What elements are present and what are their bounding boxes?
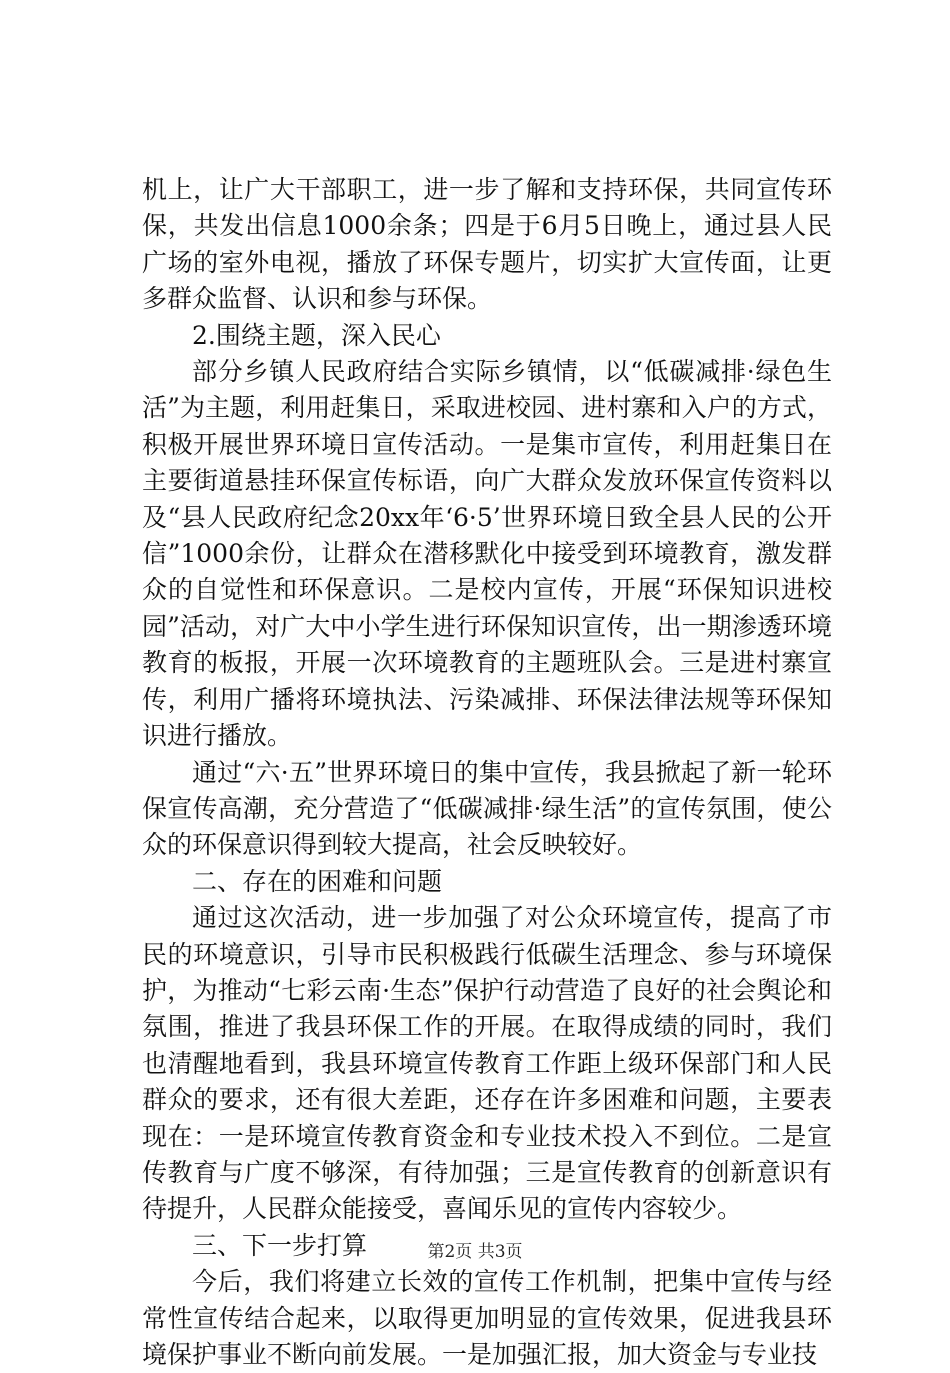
paragraph-continuation: 机上，让广大干部职工，进一步了解和支持环保，共同宣传环保，共发出信息1000余条；四是于6月5日晚上，通过县人民广场的室外电视，播放了环保专题片，切实扩大宣传面，让更多群众监督、认识和参与环保。	[142, 175, 832, 314]
paragraph-problems: 通过这次活动，进一步加强了对公众环境宣传，提高了市民的环境意识，引导市民积极践行低碳生活理念、参与环境保护，为推动“七彩云南·生态”保护行动营造了良好的社会舆论和氛围，推进了我县环保工作的开展。在取得成绩的同时，我们也清醒地看到，我县环境宣传教育工作距上级环保部门和人民群众的要求，还有很大差距，还存在许多困难和问题，主要表现在：一是环境宣传教育资金和专业技术投入不到位。二是宣传教育与广度不够深，有待加强；三是宣传教育的创新意识有待提升，人民群众能接受，喜闻乐见的宣传内容较少。	[142, 903, 832, 1224]
section-heading-next-steps: 三、下一步打算	[192, 1230, 368, 1260]
paragraph-summary: 通过“六·五”世界环境日的集中宣传，我县掀起了新一轮环保宣传高潮，充分营造了“低碳减排·绿生活”的宣传氛围，使公众的环保意识得到较大提高，社会反映较好。	[142, 757, 832, 860]
document-body	[142, 172, 832, 1373]
page-number-footer: 第2页 共3页	[427, 1242, 523, 1262]
section-heading-theme: 2.围绕主题，深入民心	[192, 320, 441, 350]
paragraph-next-steps: 今后，我们将建立长效的宣传工作机制，把集中宣传与经常性宣传结合起来，以取得更加明显的宣传效果，促进我县环境保护事业不断向前发展。一是加强汇报，加大资金与专业技	[142, 1267, 832, 1369]
paragraph-township-activities: 部分乡镇人民政府结合实际乡镇情，以“低碳减排·绿色生活”为主题，利用赶集日，采取进校园、进村寨和入户的方式，积极开展世界环境日宣传活动。一是集市宣传，利用赶集日在主要街道悬挂环保宣传标语，向广大群众发放环保宣传资料以及“县人民政府纪念20xx年‘6·5’世界环境日致全县人民的公开信”1000余份，让群众在潜移默化中接受到环境教育，激发群众的自觉性和环保意识。二是校内宣传，开展“环保知识进校园”活动，对广大中小学生进行环保知识宣传，出一期渗透环境教育的板报，开展一次环境教育的主题班队会。三是进村寨宣传，利用广播将环境执法、污染减排、环保法律法规等环保知识进行播放。	[142, 357, 832, 751]
section-heading-problems: 二、存在的困难和问题	[192, 866, 443, 896]
